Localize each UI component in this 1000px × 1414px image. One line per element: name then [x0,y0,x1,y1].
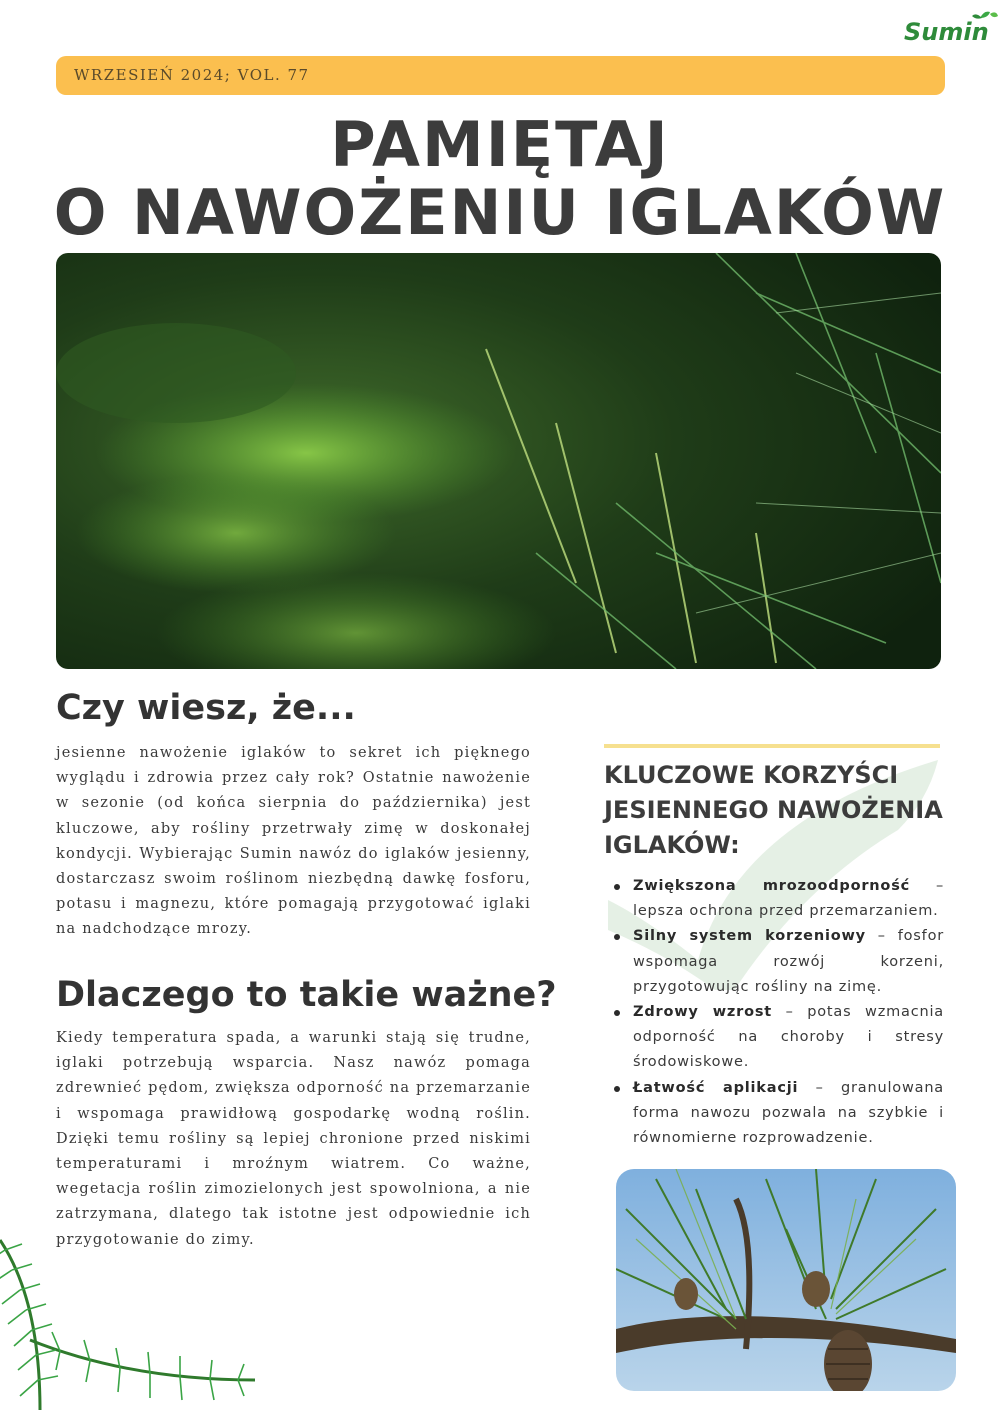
benefits-list [612,874,944,1151]
spruce-branch-illustration-icon [0,1220,260,1414]
issue-banner [56,56,945,95]
benefit-title: Łatwość aplikacji [633,1079,799,1096]
benefit-title: Zwiększona mrozoodporność [633,878,911,894]
section2-body: Kiedy temperatura spada, a warunki stają się trudne, iglaki potrzebują wsparcia. Nasz nawóz pomaga zdrewnieć pędom, zwiększa odporność na przemarzanie i wspomaga prawidłową gospodarkę wodną roślin. Dzięki temu rośliny są lepiej chronione przed niskimi temperaturami i mroźnym wiatrem. Co ważne, wegetacja roślin zimozielonych jest spowolniona, a nie zatrzymana, dlatego tak istotne jest odpowiednie ich przygotowanie do zimy. [56,1030,531,1248]
benefit-title: Silny system korzeniowy [633,928,866,945]
section1-body: jesienne nawożenie iglaków to sekret ich pięknego wyglądu i zdrowia przez cały rok? Ostatnie nawożenie w sezonie (od końca sierpnia do października) jest kluczowe, aby rośliny przetrwały zimę w doskonałej kondycji. Wybierając Sumin nawóz do iglaków jesienny, dostarczasz swoim roślinom niezbędną dawkę fosforu, potasu i magnezu, które pomagają przygotować iglaki na nadchodzące mrozy. [56,745,531,938]
benefit-text: – lepsza ochrona przed przemarzaniem. [633,878,944,920]
benefit-item [612,924,944,1000]
pine-branch-photo-icon [56,253,941,669]
sumin-logo-icon [902,8,998,48]
pine-cone-photo-icon [616,1169,956,1391]
benefits-heading: KLUCZOWE KORZYŚCI JESIENNEGO NAWOŻENIA IGLAKÓW: [604,761,943,859]
hero-image [56,253,941,669]
logo-text: Sumin [904,18,989,46]
title-line-1: PAMIĘTAJ [330,108,670,181]
accent-divider [604,744,940,748]
benefit-text: – fosfor wspomaga rozwój korzeni, przygotowując rośliny na zimę. [633,928,944,995]
benefit-text: – granulowana forma nawozu pozwala na szybkie i równomierne rozprowadzenie. [633,1079,944,1147]
benefit-item [612,1000,944,1076]
benefit-title: Zdrowy wzrost [633,1004,772,1021]
sumin-logo [902,8,998,48]
benefit-item [612,1076,944,1152]
section2-heading: Dlaczego to takie ważne? [56,975,557,1015]
issue-date: WRZESIEŃ 2024; VOL. 77 [74,66,310,84]
title-line-2: O NAWOŻENIU IGLAKÓW [53,176,947,249]
pine-cone-photo [616,1169,956,1391]
benefit-item [612,874,944,924]
section1-heading: Czy wiesz, że... [56,688,356,728]
benefit-text: – potas wzmacnia odporność na choroby i stresy środowiskowe. [633,1004,944,1071]
